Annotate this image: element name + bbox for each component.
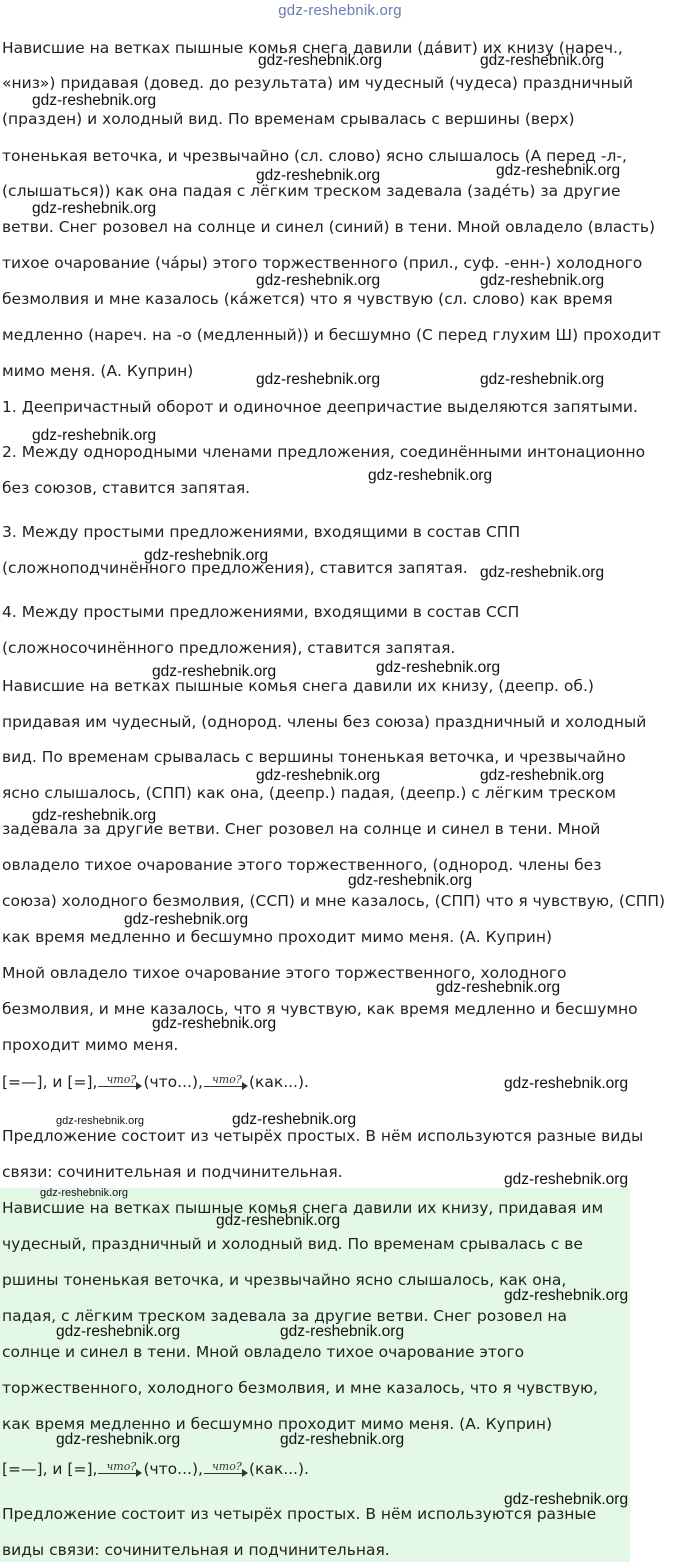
rule-2-cont: без союзов, ставится запятая. xyxy=(2,479,251,497)
watermark: gdz-reshebnik.org xyxy=(376,659,501,676)
text-line: ршины тоненькая веточка, и чрезвычайно ясно слышалось, как она, xyxy=(2,1271,567,1289)
watermark: gdz-reshebnik.org xyxy=(232,1111,357,1128)
text-line: тоненькая веточка, и чрезвычайно (сл. слово) ясно слышалось (А перед -л-, xyxy=(2,147,627,165)
sentence-scheme xyxy=(2,1459,309,1479)
watermark: gdz-reshebnik.org xyxy=(32,807,157,824)
text-line: ветви. Снег розовел на солнце и синел (синий) в тени. Мной овладело (власть) xyxy=(2,218,656,236)
sentence-scheme xyxy=(2,1072,309,1092)
rule-4-cont: (сложносочинённого предложения), ставится запятая. xyxy=(2,639,456,657)
text-line: задевала за другие ветви. Снег розовел на солнце и синел в тени. Мной xyxy=(2,820,601,838)
text-line: «низ») придавая (довед. до результата) им чудесный (чудеса) праздничный xyxy=(2,74,634,92)
watermark: gdz-reshebnik.org xyxy=(32,427,157,444)
text-line: Предложение состоит из четырёх простых. В нём используются разные виды xyxy=(2,1127,644,1145)
watermark: gdz-reshebnik.org xyxy=(56,1431,181,1448)
watermark: gdz-reshebnik.org xyxy=(32,200,157,217)
scheme-question: что? xyxy=(106,1073,137,1086)
text-line: придавая им чудесный, (однород. члены без союза) праздничный и холодный xyxy=(2,713,647,731)
watermark: gdz-reshebnik.org xyxy=(216,1212,341,1229)
text-line: медленно (нареч. на -о (медленный)) и бесшумно (С перед глухим Ш) проходит xyxy=(2,326,661,344)
watermark: gdz-reshebnik.org xyxy=(480,52,605,69)
scheme-part: (что...), xyxy=(143,1073,203,1091)
rule-3: 3. Между простыми предложениями, входящими в состав СПП xyxy=(2,523,521,541)
watermark: gdz-reshebnik.org xyxy=(504,1075,629,1092)
watermark: gdz-reshebnik.org xyxy=(280,1323,405,1340)
watermark: gdz-reshebnik.org xyxy=(152,663,277,680)
text-line: падая, с лёгким треском задевала за другие ветви. Снег розовел на xyxy=(2,1307,568,1325)
text-line: как время медленно и бесшумно проходит мимо меня. (А. Куприн) xyxy=(2,1415,553,1433)
watermark: gdz-reshebnik.org xyxy=(480,564,605,581)
watermark: gdz-reshebnik.org xyxy=(496,162,621,179)
scheme-part: (что...), xyxy=(143,1460,203,1478)
watermark: gdz-reshebnik.org xyxy=(348,872,473,889)
watermark: gdz-reshebnik.org xyxy=(258,52,383,69)
watermark: gdz-reshebnik.org xyxy=(256,371,381,388)
text-line: Нависшие на ветках пышные комья снега давили их книзу, (деепр. об.) xyxy=(2,677,594,695)
text-line: овладело тихое очарование этого торжественного, (однород. члены без xyxy=(2,856,602,874)
text-line: безмолвия и мне казалось (ка́жется) что я чувствую (сл. слово) как время xyxy=(2,290,613,308)
text-line: Предложение состоит из четырёх простых. В нём используются разные xyxy=(2,1505,597,1523)
text-line: ясно слышалось, (СПП) как она, (деепр.) падая, (деепр.) с лёгким треском xyxy=(2,784,616,802)
arrow-icon xyxy=(204,1461,248,1479)
rule-1: 1. Деепричастный оборот и одиночное деепричастие выделяются запятыми. xyxy=(2,398,638,416)
arrow-icon xyxy=(98,1461,142,1479)
site-header[interactable]: gdz-reshebnik.org xyxy=(278,2,402,19)
text-line: Нависшие на ветках пышные комья снега давили их книзу, придавая им xyxy=(2,1199,604,1217)
rule-3-cont: (сложноподчинённого предложения), ставится запятая. xyxy=(2,559,468,577)
watermark: gdz-reshebnik.org xyxy=(480,371,605,388)
text-line: вид. По временам срывалась с вершины тоненькая веточка, и чрезвычайно xyxy=(2,748,626,766)
arrow-icon xyxy=(204,1074,248,1092)
watermark: gdz-reshebnik.org xyxy=(32,92,157,109)
scheme-question: что? xyxy=(211,1460,242,1473)
watermark: gdz-reshebnik.org xyxy=(144,547,269,564)
rule-2: 2. Между однородными членами предложения, соединёнными интонационно xyxy=(2,443,646,461)
text-line: Мной овладело тихое очарование этого торжественного, холодного xyxy=(2,964,567,982)
watermark: gdz-reshebnik.org xyxy=(56,1323,181,1340)
watermark: gdz-reshebnik.org xyxy=(480,767,605,784)
scheme-part: (как...). xyxy=(248,1460,309,1478)
watermark: gdz-reshebnik.org xyxy=(368,467,493,484)
watermark: gdz-reshebnik.org xyxy=(124,911,249,928)
text-line: солнце и синел в тени. Мной овладело тихое очарование этого xyxy=(2,1343,525,1361)
text-line: (празден) и холодный вид. По временам срывалась с вершины (верх) xyxy=(2,110,575,128)
watermark: gdz-reshebnik.org xyxy=(504,1171,629,1188)
scheme-part: (как...). xyxy=(248,1073,309,1091)
watermark: gdz-reshebnik.org xyxy=(256,167,381,184)
text-line: как время медленно и бесшумно проходит мимо меня. (А. Куприн) xyxy=(2,928,553,946)
text-line: безмолвия, и мне казалось, что я чувствую, как время медленно и бесшумно xyxy=(2,1000,638,1018)
scheme-question: что? xyxy=(106,1460,137,1473)
watermark: gdz-reshebnik.org xyxy=(256,272,381,289)
watermark: gdz-reshebnik.org xyxy=(256,767,381,784)
text-line: торжественного, холодного безмолвия, и мне казалось, что я чувствую, xyxy=(2,1379,598,1397)
text-line: союза) холодного безмолвия, (ССП) и мне казалось, (СПП) что я чувствую, (СПП) xyxy=(2,892,666,910)
rule-4: 4. Между простыми предложениями, входящими в состав ССП xyxy=(2,603,520,621)
text-line: связи: сочинительная и подчинительная. xyxy=(2,1163,343,1181)
text-line: (слышаться)) как она падая с лёгким треском задевала (задéть) за другие xyxy=(2,182,621,200)
text-line: виды связи: сочинительная и подчинительная. xyxy=(2,1541,390,1559)
scheme-question: что? xyxy=(211,1073,242,1086)
arrow-icon xyxy=(98,1074,142,1092)
watermark: gdz-reshebnik.org xyxy=(56,1115,145,1127)
watermark: gdz-reshebnik.org xyxy=(480,272,605,289)
watermark: gdz-reshebnik.org xyxy=(280,1431,405,1448)
watermark: gdz-reshebnik.org xyxy=(40,1187,129,1199)
watermark: gdz-reshebnik.org xyxy=(436,979,561,996)
watermark: gdz-reshebnik.org xyxy=(504,1287,629,1304)
text-line: мимо меня. (А. Куприн) xyxy=(2,362,194,380)
text-line: тихое очарование (ча́ры) этого торжественного (прил., суф. -енн-) холодного xyxy=(2,254,643,272)
text-line: проходит мимо меня. xyxy=(2,1036,179,1054)
watermark: gdz-reshebnik.org xyxy=(504,1491,629,1508)
text-line: Нависшие на ветках пышные комья снега давили (да́вит) их книзу (нареч., xyxy=(2,39,623,57)
scheme-part: [=—], и [=], xyxy=(2,1073,98,1091)
watermark: gdz-reshebnik.org xyxy=(152,1015,277,1032)
scheme-part: [=—], и [=], xyxy=(2,1460,98,1478)
text-line: чудесный, праздничный и холодный вид. По временам срывалась с ве xyxy=(2,1235,583,1253)
